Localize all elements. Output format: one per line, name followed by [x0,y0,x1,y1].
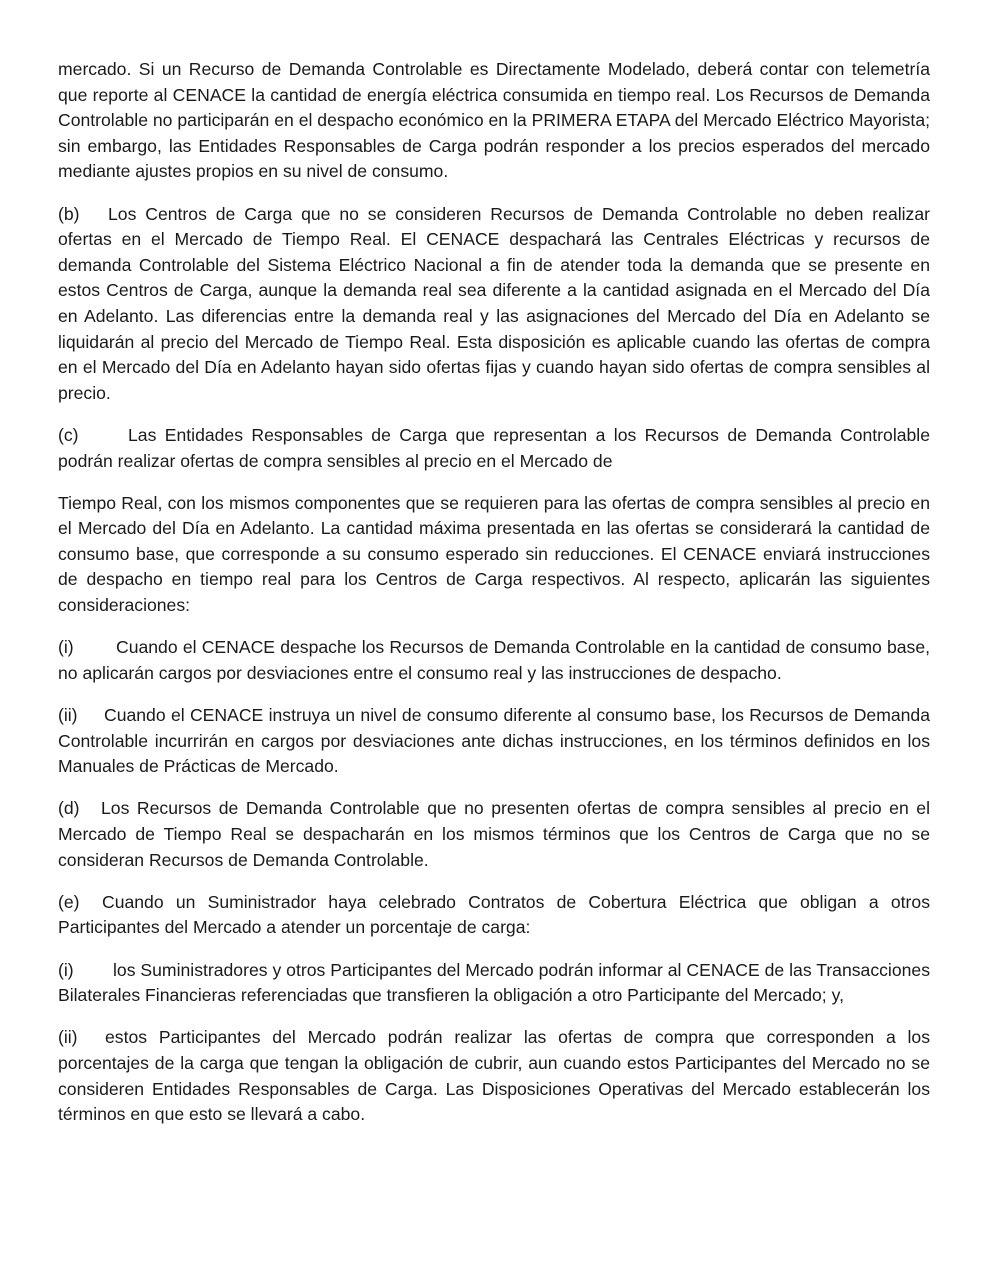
item-label: (d) [58,798,80,819]
paragraph-c [58,423,930,474]
item-label: (ii) [58,1027,78,1048]
paragraph-e [58,890,930,941]
paragraph-text: Los Centros de Carga que no se consideren Recursos de Demanda Controlable no deben realizar ofertas en el Mercado de Tiempo Real. El CENACE despachará las Centrales Eléctricas y recursos de demanda Controlable del Sistema Eléctrico Nacional a fin de atender toda la demanda que se presente en estos Centros de Carga, aunque la demanda real sea diferente a la cantidad asignada en el Mercado del Día en Adelanto. Las diferencias entre la demanda real y las asignaciones del Mercado del Día en Adelanto se liquidarán al precio del Mercado de Tiempo Real. Esta disposición es aplicable cuando las ofertas de compra en el Mercado del Día en Adelanto hayan sido ofertas fijas y cuando hayan sido ofertas de compra sensibles al precio. [58,203,930,403]
paragraph-text: Cuando el CENACE despache los Recursos de Demanda Controlable en la cantidad de consumo base, no aplicarán cargos por desviaciones entre el consumo real y las instrucciones de despacho. [58,637,930,683]
item-label: (b) [58,203,80,224]
paragraph-text: los Suministradores y otros Participantes del Mercado podrán informar al CENACE de las Transacciones Bilaterales Financieras referenciadas que transfieren la obligación a otro Participante del Mercado; y, [58,959,930,1006]
paragraph-d [58,796,930,873]
paragraph-text: Cuando un Suministrador haya celebrado Contratos de Cobertura Eléctrica que obligan a otros Participantes del Mercado a atender un porcentaje de carga: [58,891,930,938]
paragraph-e-ii [58,1025,930,1127]
document-page [58,57,930,1144]
item-label: (i) [58,637,74,658]
paragraph-c-i [58,635,930,686]
paragraph-text: Los Recursos de Demanda Controlable que no presenten ofertas de compra sensibles al precio en el Mercado de Tiempo Real se despacharán en los mismos términos que los Centros de Carga que no se consideran Recursos de Demanda Controlable. [58,798,930,870]
item-label: (e) [58,891,80,912]
paragraph-b [58,202,930,407]
paragraph-text: estos Participantes del Mercado podrán realizar las ofertas de compra que corresponden a los porcentajes de la carga que tengan la obligación de cubrir, aun cuando estos Participantes del Mercado no se consideren Entidades Responsables de Carga. Las Disposiciones Operativas del Mercado establecerán los términos en que esto se llevará a cabo. [58,1027,930,1125]
paragraph-text: mercado. Si un Recurso de Demanda Controlable es Directamente Modelado, deberá contar con telemetría que reporte al CENACE la cantidad de energía eléctrica consumida en tiempo real. Los Recursos de Demanda Controlable no participarán en el despacho económico en la PRIMERA ETAPA del Mercado Eléctrico Mayorista; sin embargo, las Entidades Responsables de Carga podrán responder a los precios esperados del mercado mediante ajustes propios en su nivel de consumo. [58,59,930,182]
paragraph-text: Cuando el CENACE instruya un nivel de consumo diferente al consumo base, los Recursos de Demanda Controlable incurrirán en cargos por desviaciones ante dichas instrucciones, en los términos definidos en los Manuales de Prácticas de Mercado. [58,705,930,777]
paragraph-text: Tiempo Real, con los mismos componentes que se requieren para las ofertas de compra sensibles al precio en el Mercado del Día en Adelanto. La cantidad máxima presentada en las ofertas se considerará la cantidad de consumo base, que corresponde a su consumo esperado sin reducciones. El CENACE enviará instrucciones de despacho en tiempo real para los Centros de Carga respectivos. Al respecto, aplicarán las siguientes consideraciones: [58,492,930,616]
paragraph-intro [58,57,930,185]
item-label: (i) [58,959,74,980]
paragraph-e-i [58,958,930,1009]
item-label: (c) [58,424,79,445]
item-label: (ii) [58,705,78,726]
paragraph-c-ii [58,703,930,780]
paragraph-c-continued [58,491,930,619]
paragraph-text: Las Entidades Responsables de Carga que representan a los Recursos de Demanda Controlable podrán realizar ofertas de compra sensibles al precio en el Mercado de [58,424,930,471]
